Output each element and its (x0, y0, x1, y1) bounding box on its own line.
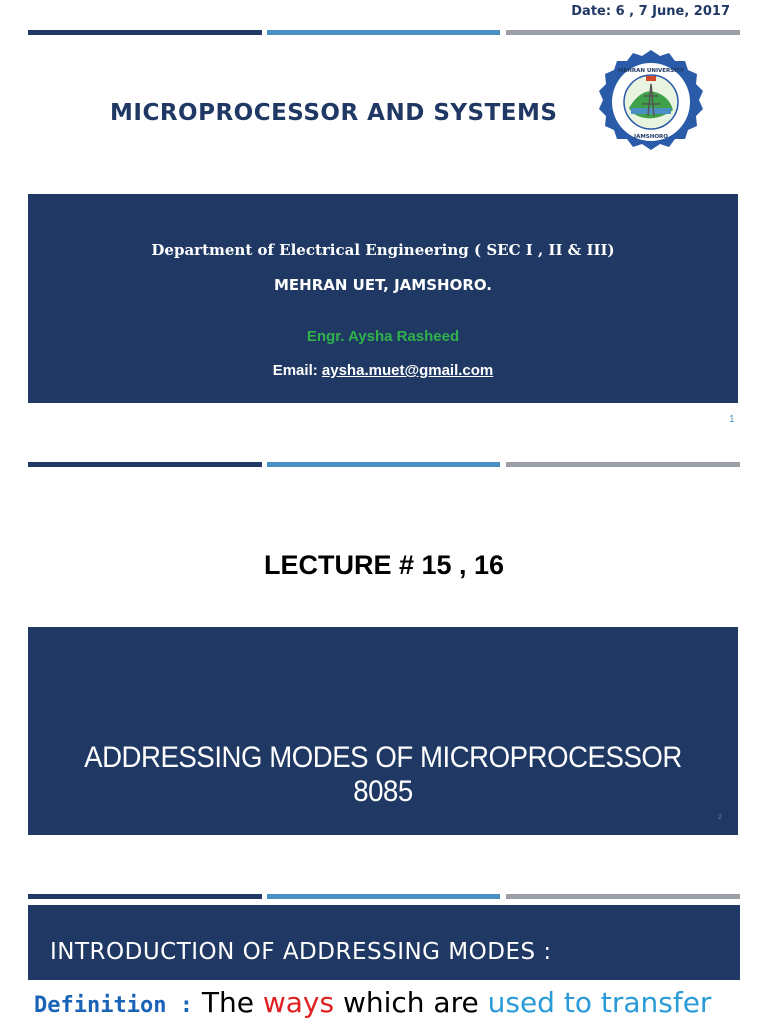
slide-date: Date: 6 , 7 June, 2017 (571, 4, 730, 19)
accent-stripe-navy (28, 462, 262, 467)
intro-heading: INTRODUCTION OF ADDRESSING MODES : (50, 939, 552, 965)
university-seal-icon (592, 48, 710, 156)
accent-stripe-navy (28, 894, 262, 899)
author-name: Engr. Aysha Rasheed (306, 328, 460, 345)
email-link[interactable]: aysha.muet@gmail.com (321, 362, 494, 379)
definition-text: which are (334, 986, 488, 1019)
accent-stripe-gray (506, 894, 740, 899)
slide-number: 1 (729, 414, 735, 425)
accent-stripe-blue (267, 462, 500, 467)
title-panel (28, 194, 738, 403)
course-title: MICROPROCESSOR AND SYSTEMS (110, 100, 558, 126)
slide-number: 2 (718, 814, 722, 821)
university-line: MEHRAN UET, JAMSHORO. (274, 276, 492, 294)
definition-highlight-transfer: used to transfer (487, 986, 712, 1019)
topic-title: ADDRESSING MODES OF MICROPROCESSOR 8085 (84, 741, 682, 808)
email-label: Email: (272, 362, 322, 379)
definition-highlight-ways: ways (262, 986, 335, 1019)
email-line (28, 362, 738, 379)
accent-stripe-gray (506, 30, 740, 35)
lecture-number: LECTURE # 15 , 16 (263, 550, 505, 580)
accent-stripe-blue (267, 30, 500, 35)
definition-text: The (201, 986, 263, 1019)
svg-text:MEHRAN UNIVERSITY: MEHRAN UNIVERSITY (618, 68, 684, 74)
topic-panel (28, 627, 738, 835)
accent-stripe-blue (267, 894, 500, 899)
department-line: Department of Electrical Engineering ( SEC I , II & III) (151, 241, 615, 259)
definition-line (34, 986, 711, 1019)
accent-stripe-gray (506, 462, 740, 467)
accent-stripe-navy (28, 30, 262, 35)
intro-panel (28, 905, 740, 980)
svg-text:JAMSHORO: JAMSHORO (634, 134, 668, 140)
definition-label: Definition : (34, 993, 193, 1018)
